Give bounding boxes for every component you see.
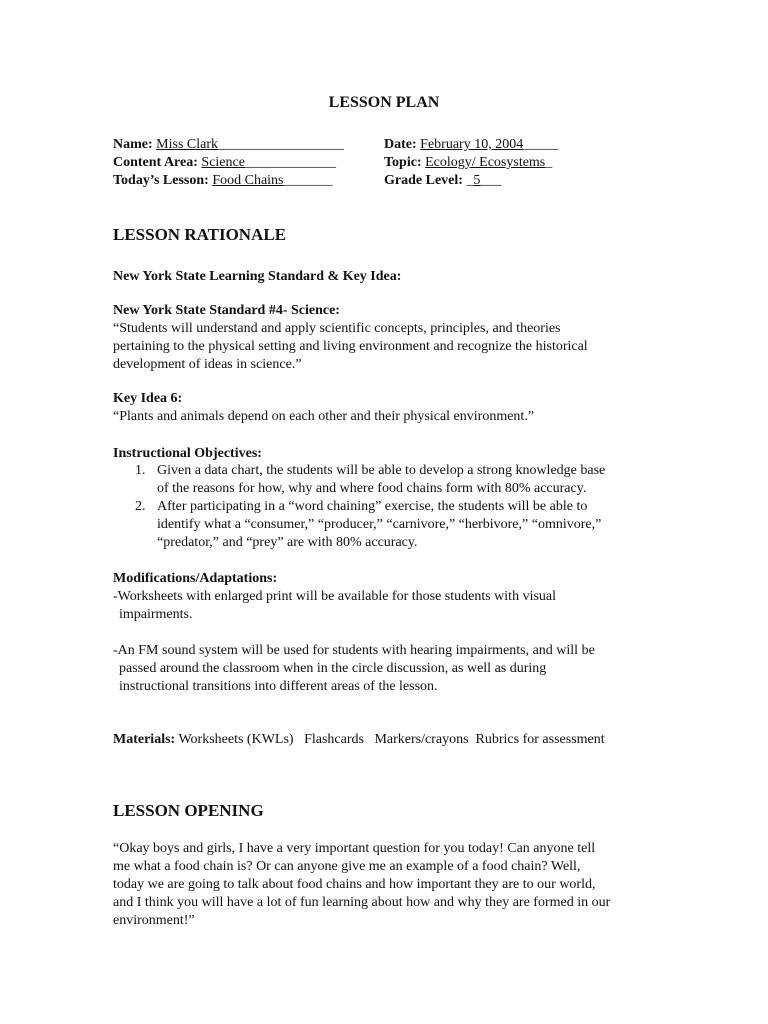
objectives-heading: Instructional Objectives: — [113, 446, 262, 461]
section-heading-rationale: LESSON RATIONALE — [113, 225, 287, 244]
standard4-heading: New York State Standard #4- Science: — [113, 303, 340, 318]
opening-line: today we are going to talk about food chains and how important they are to our world, — [113, 877, 596, 892]
opening-line: and I think you will have a lot of fun learning about how and why they are formed in our — [113, 895, 611, 910]
todays-lesson-value: Food Chains — [212, 173, 284, 188]
objective-line: identify what a “consumer,” “producer,” “carnivore,” “herbivore,” “omnivore,” — [157, 517, 602, 532]
content-area-underline: _____________ — [244, 155, 336, 170]
topic-underline: _ — [545, 155, 553, 170]
objective-item — [113, 462, 643, 498]
modification-line: impairments. — [119, 607, 193, 622]
standard-heading: New York State Learning Standard & Key Idea: — [113, 269, 402, 284]
topic-label: Topic: — [384, 155, 422, 170]
key-idea-heading: Key Idea 6: — [113, 391, 183, 406]
page-title: LESSON PLAN — [328, 94, 440, 111]
objective-line: After participating in a “word chaining” exercise, the students will be able to — [157, 499, 588, 514]
date-value: February 10, 2004 — [420, 137, 524, 152]
content-area-field — [113, 154, 336, 172]
name-label: Name: — [113, 137, 153, 152]
name-value: Miss Clark — [156, 137, 218, 152]
objective-number: 2. — [135, 499, 146, 514]
standard4-line: “Students will understand and apply scientific concepts, principles, and theories — [113, 321, 561, 336]
modification-item — [113, 642, 643, 696]
material-item: Worksheets (KWLs) — [178, 732, 294, 747]
name-underline: __________________ — [218, 137, 344, 152]
content-area-value: Science — [201, 155, 245, 170]
material-item: Markers/crayons — [374, 732, 469, 747]
date-underline: _____ — [523, 137, 559, 152]
material-item: Flashcards — [304, 732, 364, 747]
key-idea-text: “Plants and animals depend on each other and their physical environment.” — [113, 409, 535, 424]
name-field — [113, 136, 344, 154]
objective-item — [113, 498, 643, 552]
opening-line: “Okay boys and girls, I have a very important question for you today! Can anyone tell — [113, 841, 596, 856]
grade-level-value: 5 — [473, 173, 481, 188]
topic-value: Ecology/ Ecosystems — [425, 155, 546, 170]
modification-line: -Worksheets with enlarged print will be available for those students with visual — [113, 589, 557, 604]
content-area-label: Content Area: — [113, 155, 198, 170]
date-label: Date: — [384, 137, 417, 152]
grade-level-label: Grade Level: — [384, 173, 463, 188]
standard4-quote — [113, 320, 643, 374]
opening-line: me what a food chain is? Or can anyone give me an example of a food chain? Well, — [113, 859, 581, 874]
grade-level-underline-pre: _ — [466, 173, 474, 188]
opening-line: environment!” — [113, 913, 195, 928]
opening-quote — [113, 840, 643, 930]
modification-line: instructional transitions into different areas of the lesson. — [119, 679, 438, 694]
grade-level-underline-post: ___ — [480, 173, 502, 188]
modifications-heading: Modifications/Adaptations: — [113, 571, 278, 586]
objective-number: 1. — [135, 463, 146, 478]
objective-line: Given a data chart, the students will be able to develop a strong knowledge base — [157, 463, 606, 478]
materials-label: Materials: — [113, 732, 176, 747]
objectives-list — [113, 462, 643, 552]
todays-lesson-field — [113, 172, 333, 190]
topic-field — [384, 154, 552, 172]
materials-line — [113, 731, 605, 749]
standard4-line: pertaining to the physical setting and living environment and recognize the historical — [113, 339, 588, 354]
objective-line: “predator,” and “prey” are with 80% accuracy. — [157, 535, 418, 550]
standard4-line: development of ideas in science.” — [113, 357, 302, 372]
objective-line: of the reasons for how, why and where food chains form with 80% accuracy. — [157, 481, 587, 496]
modification-line: passed around the classroom when in the circle discussion, as well as during — [119, 661, 547, 676]
modification-line: -An FM sound system will be used for students with hearing impairments, and will be — [113, 643, 595, 658]
material-item: Rubrics for assessment — [475, 732, 605, 747]
grade-level-field — [384, 172, 501, 190]
section-heading-opening: LESSON OPENING — [113, 801, 264, 820]
todays-lesson-label: Today’s Lesson: — [113, 173, 209, 188]
modification-item — [113, 588, 643, 624]
date-field — [384, 136, 558, 154]
todays-lesson-underline: _______ — [283, 173, 333, 188]
